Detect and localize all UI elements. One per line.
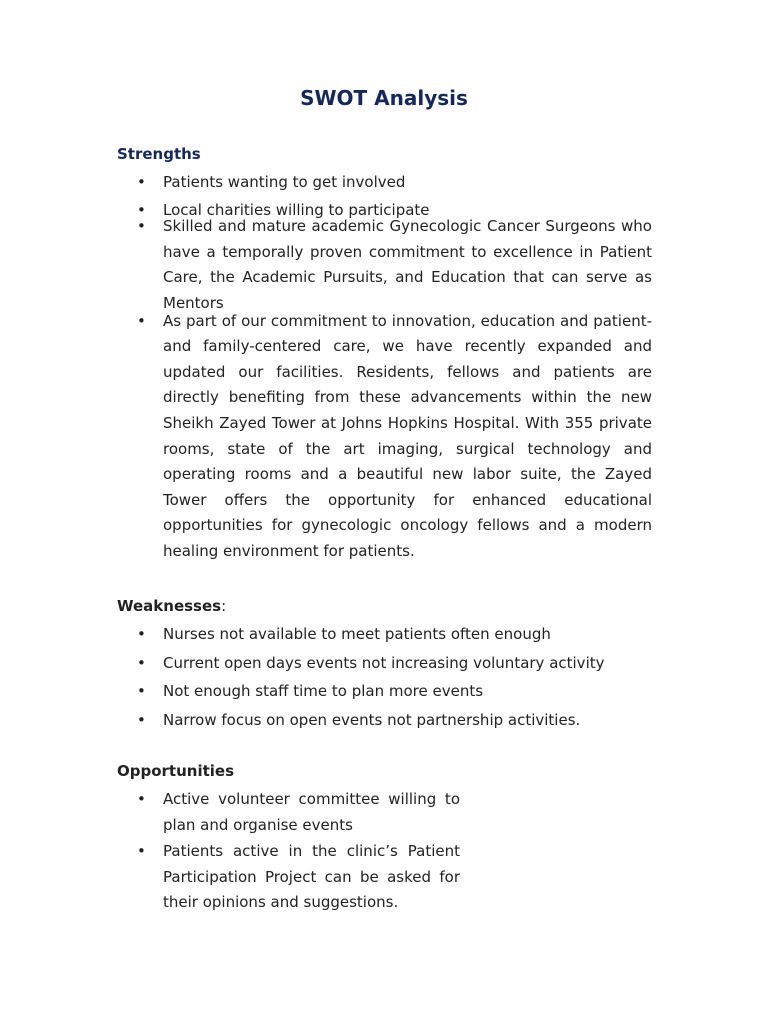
list-item: • Skilled and mature academic Gynecologic Cancer Surgeons who have a temporally proven commitment to excellence in Patient Care, the Academic Pursuits, and Education that can serve as Mentors [0, 214, 652, 316]
list-item: • Active volunteer committee willing to plan and organise events [0, 787, 460, 838]
bullet-icon: • [137, 173, 146, 191]
bullet-icon: • [137, 625, 146, 643]
bullet-icon: • [137, 200, 146, 219]
bullet-icon: • [137, 710, 146, 729]
bullet-icon: • [137, 653, 146, 672]
bullet-icon: • [137, 311, 146, 330]
weaknesses-list [0, 622, 652, 733]
list-item: • Nurses not available to meet patients often enough [0, 622, 652, 648]
list-item: • Patients active in the clinic’s Patient Participation Project can be asked for their opinions and suggestions. [0, 839, 460, 916]
page-title: SWOT Analysis [300, 86, 468, 110]
bullet-icon: • [137, 790, 146, 808]
strengths-list [0, 170, 652, 565]
list-item: • Patients wanting to get involved [0, 170, 652, 196]
strengths-heading: Strengths [117, 145, 201, 163]
list-item: • Narrow focus on open events not partnership activities. [0, 708, 652, 734]
list-item: • Not enough staff time to plan more events [0, 679, 652, 705]
weaknesses-heading: Weaknesses: [117, 597, 227, 615]
bullet-icon: • [137, 682, 146, 701]
list-item: • Current open days events not increasing voluntary activity [0, 651, 652, 677]
bullet-icon: • [137, 217, 146, 236]
list-item: • As part of our commitment to innovation, education and patient- and family-centered care, we have recently expanded and updated our facilities. Residents, fellows and patients are directly benefiting from these advancements within the new Sheikh Zayed Tower at Johns Hopkins Hospital. With 355 private rooms, state of the art imaging, surgical technology and operating rooms and a beautiful new labor suite, the Zayed Tower offers the opportunity for enhanced educational opportunities for gynecologic oncology fellows and a modern healing environment for patients. [0, 309, 652, 565]
opportunities-list [0, 787, 460, 916]
bullet-icon: • [137, 842, 146, 861]
list-item: • Local charities willing to participate [0, 198, 652, 224]
opportunities-heading: Opportunities [117, 762, 235, 780]
